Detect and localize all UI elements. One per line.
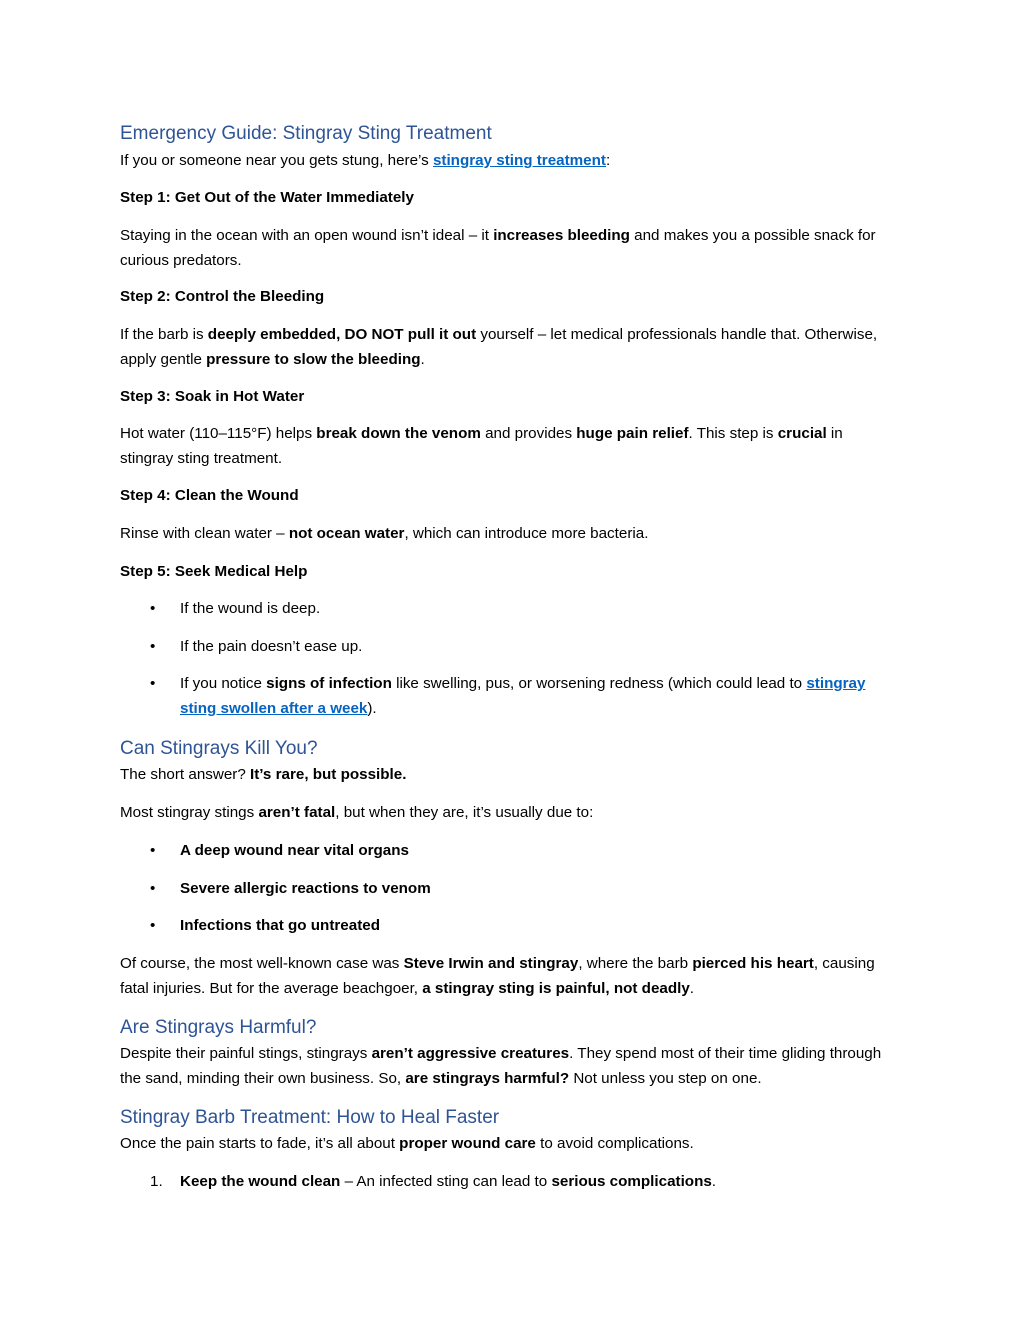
bullet-icon: • (150, 917, 156, 934)
bullet-icon: • (150, 637, 156, 655)
list-item: • Severe allergic reactions to venom (120, 877, 910, 902)
list-number: 1. (150, 1173, 163, 1190)
intro-paragraph (120, 149, 610, 174)
list-item: • If you notice signs of infection like swelling, pus, or worsening redness (which could lead to stingray sting swollen after a week). (120, 672, 900, 721)
section-heading-emergency-guide: Emergency Guide: Stingray Sting Treatment (120, 123, 492, 144)
barb-treatment-list (120, 1170, 910, 1195)
step-2-title: Step 2: Control the Bleeding (120, 288, 325, 305)
step-1-title: Step 1: Get Out of the Water Immediately (120, 189, 414, 206)
steve-irwin-paragraph: Of course, the most well-known case was Steve Irwin and stingray, where the barb pierced his heart, causing fatal injuries. But for the average beachgoer, a stingray sting is painful, not deadly. (120, 955, 875, 997)
stingray-sting-treatment-link[interactable]: stingray sting treatment (432, 152, 606, 169)
list-item: 1. Keep the wound clean – An infected sting can lead to serious complications. (120, 1170, 910, 1195)
list-item: • If the wound is deep. (120, 597, 910, 622)
step-4-title: Step 4: Clean the Wound (120, 487, 299, 504)
most-stings-text: Most stingray stings aren’t fatal, but when they are, it’s usually due to: (120, 804, 594, 821)
bullet-icon: • (150, 842, 156, 859)
step-3-title: Step 3: Soak in Hot Water (120, 388, 305, 405)
section-heading-can-stingrays-kill: Can Stingrays Kill You? (120, 738, 318, 759)
step-5-title: Step 5: Seek Medical Help (120, 563, 308, 580)
list-item: • Infections that go untreated (120, 914, 910, 939)
barb-intro: Once the pain starts to fade, it’s all about proper wound care to avoid complications. (120, 1135, 694, 1152)
step-1-text: Staying in the ocean with an open wound isn’t ideal – it increases bleeding and makes you a possible snack for curious predators. (120, 227, 876, 269)
step-2-text: If the barb is deeply embedded, DO NOT pull it out yourself – let medical professionals handle that. Otherwise, apply gentle pressure to slow the bleeding. (120, 326, 878, 368)
section-heading-barb-treatment: Stingray Barb Treatment: How to Heal Faster (120, 1107, 500, 1128)
fatal-causes-list (120, 839, 910, 939)
list-item: • A deep wound near vital organs (120, 839, 910, 864)
bullet-icon: • (150, 879, 156, 897)
list-item: • If the pain doesn’t ease up. (120, 635, 910, 660)
text: If you or someone near you gets stung, here’s (120, 152, 433, 169)
text: : (605, 152, 611, 169)
bullet-icon: • (150, 675, 156, 692)
step-3-text: Hot water (110–115°F) helps break down the venom and provides huge pain relief. This step is crucial in stingray sting treatment. (120, 425, 843, 467)
short-answer: The short answer? It’s rare, but possible. (120, 766, 407, 783)
stingray-sting-swollen-link[interactable]: stingray sting swollen after a week (180, 675, 866, 717)
step-4-text: Rinse with clean water – not ocean water, which can introduce more bacteria. (120, 525, 649, 542)
bullet-icon: • (150, 600, 156, 617)
step-5-list (120, 597, 910, 721)
harmful-paragraph: Despite their painful stings, stingrays aren’t aggressive creatures. They spend most of their time gliding through the sand, minding their own business. So, are stingrays harmful? Not unless you step on one. (120, 1045, 882, 1087)
section-heading-are-stingrays-harmful: Are Stingrays Harmful? (120, 1017, 317, 1038)
